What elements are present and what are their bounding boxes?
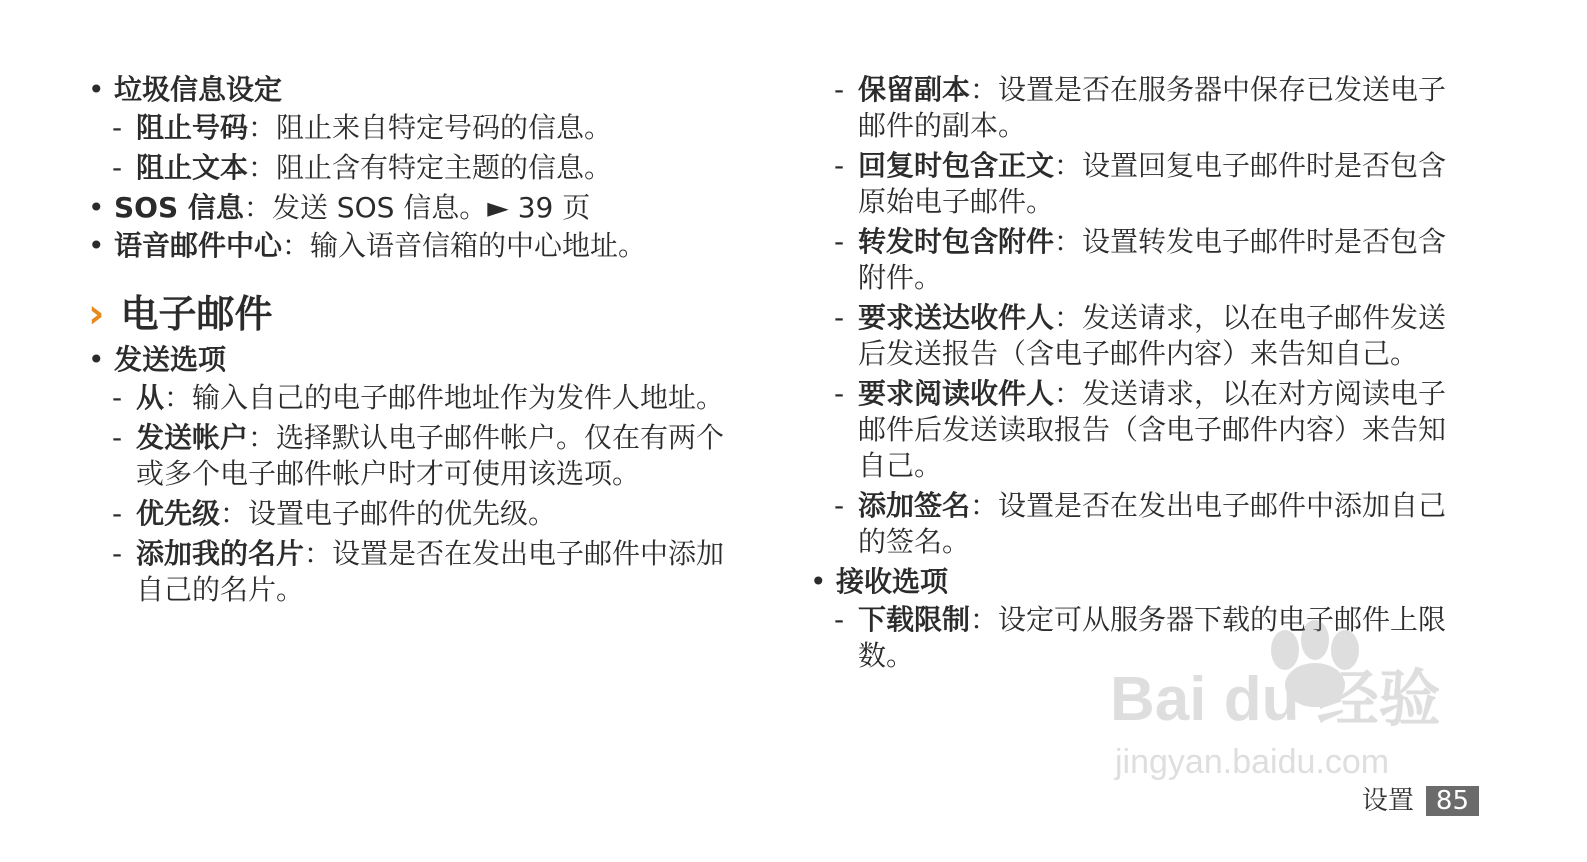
item-term: 保留副本 [858,73,971,106]
item-term: 添加我的名片 [136,537,305,570]
item-add-signature [810,488,1470,560]
item-term: 要求阅读收件人 [858,377,1055,410]
item-from [88,380,748,416]
bullet-title: 垃圾信息设定 [114,73,283,106]
item-keep-copy [810,72,1470,144]
item-term: 回复时包含正文 [858,149,1055,182]
item-text: ：发送请求，以在电子邮件发送后发送报告（含电子邮件内容）来告知自己。 [858,301,1447,370]
item-text: ：设置回复电子邮件时是否包含原始电子邮件。 [858,149,1447,218]
right-column [810,70,1470,678]
watermark-logo: Bai du 经验 [1110,665,1441,734]
page-footer [1362,783,1479,819]
baidu-watermark [1110,615,1480,785]
bullet-voicemail [88,228,748,264]
item-term: 从 [136,381,165,414]
page-number: 85 [1426,786,1479,816]
section-title: 电子邮件 [120,292,273,336]
item-text: ：设置电子邮件的优先级。 [220,497,557,530]
watermark-url: jingyan.baidu.com [1115,743,1390,781]
item-text: ：选择默认电子邮件帐户。仅在有两个或多个电子邮件帐户时才可使用该选项。 [136,421,725,490]
item-block-text [88,150,748,186]
item-term: 发送帐户 [136,421,249,454]
item-send-account [88,420,748,492]
item-delivery-receipt [810,300,1470,372]
item-term: 转发时包含附件 [858,225,1055,258]
item-text: ：设置是否在发出电子邮件中添加自己的签名。 [858,489,1447,558]
item-term: 优先级 [136,497,221,530]
item-term: 添加签名 [858,489,971,522]
item-add-namecard [88,536,748,608]
bullet-title: 发送选项 [114,343,227,376]
item-text: ：设置转发电子邮件时是否包含附件。 [858,225,1447,294]
bullet-spam-settings [88,72,748,108]
item-text: ：阻止含有特定主题的信息。 [248,151,613,184]
bullet-term: 语音邮件中心 [114,229,283,262]
bullet-sos [88,190,748,226]
item-text: ：设置是否在发出电子邮件中添加自己的名片。 [136,537,725,606]
bullet-text: ：发送 SOS 信息。► 39 页 [243,191,591,224]
item-term: 阻止号码 [136,111,249,144]
item-text: ：发送请求，以在对方阅读电子邮件后发送读取报告（含电子邮件内容）来告知自己。 [858,377,1447,482]
item-text: ：阻止来自特定号码的信息。 [248,111,613,144]
item-include-body [810,148,1470,220]
item-text: ：设定可从服务器下载的电子邮件上限数。 [858,603,1447,672]
footer-section-label: 设置 [1361,786,1414,816]
item-term: 要求送达收件人 [858,301,1055,334]
item-include-attachment [810,224,1470,296]
item-term: 阻止文本 [136,151,249,184]
bullet-send-options [88,342,748,378]
item-text: ：输入自己的电子邮件地址作为发件人地址。 [164,381,725,414]
left-column [88,70,748,612]
bullet-receive-options [810,564,1470,600]
bullet-text: ：输入语音信箱的中心地址。 [282,229,647,262]
item-term: 下载限制 [858,603,971,636]
section-heading-email [88,290,748,338]
item-priority [88,496,748,532]
item-read-receipt [810,376,1470,484]
item-block-number [88,110,748,146]
chevron-right-icon: › [88,291,105,337]
item-text: ：设置是否在服务器中保存已发送电子邮件的副本。 [858,73,1447,142]
bullet-title: 接收选项 [836,565,949,598]
bullet-term: SOS 信息 [114,191,244,224]
